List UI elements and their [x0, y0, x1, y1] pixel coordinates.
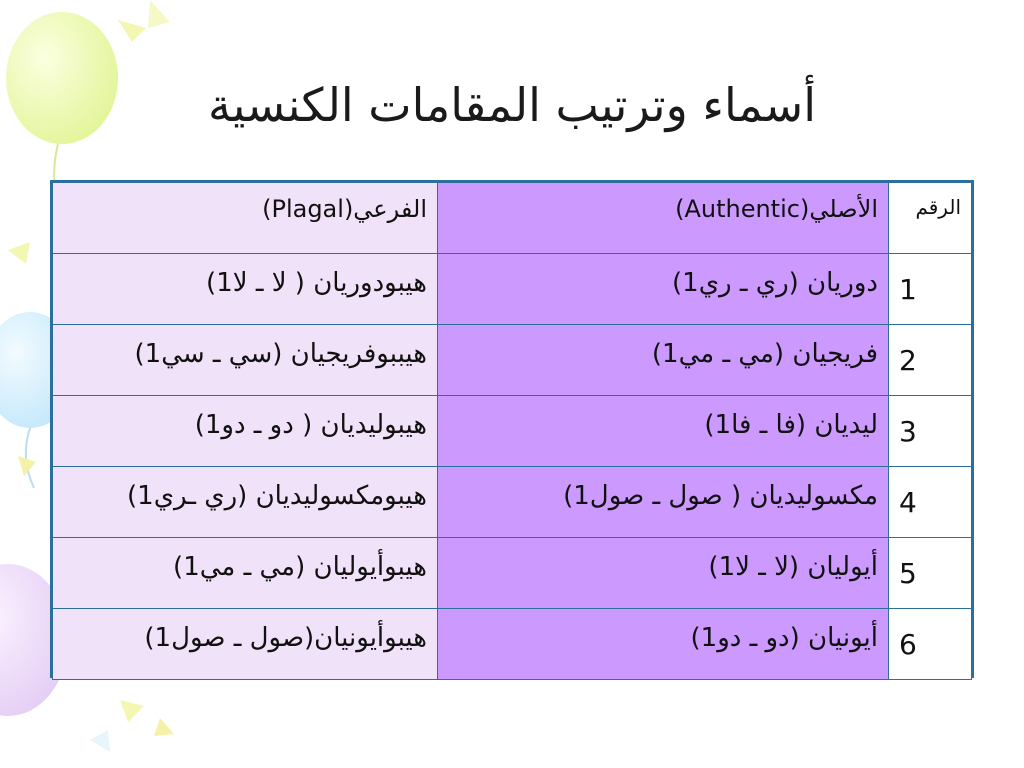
row-number: 5 — [889, 538, 972, 609]
authentic-mode: ليديان (فا ـ فا1) — [438, 396, 889, 467]
header-authentic: الأصلي(Authentic) — [438, 183, 889, 254]
row-number: 3 — [889, 396, 972, 467]
plagal-mode: هيبوأيونيان(صول ـ صول1) — [53, 609, 438, 680]
row-number: 1 — [889, 254, 972, 325]
table-row — [53, 609, 972, 680]
plagal-mode: هيبودوريان ( لا ـ لا1) — [53, 254, 438, 325]
authentic-mode: فريجيان (مي ـ مي1) — [438, 325, 889, 396]
row-number: 4 — [889, 467, 972, 538]
plagal-mode: هيببوفريجيان (سي ـ سي1) — [53, 325, 438, 396]
table-row — [53, 254, 972, 325]
table-header-row — [53, 183, 972, 254]
authentic-mode: أيونيان (دو ـ دو1) — [438, 609, 889, 680]
plagal-mode: هيبومكسوليديان (ري ـري1) — [53, 467, 438, 538]
authentic-mode: مكسوليديان ( صول ـ صول1) — [438, 467, 889, 538]
plagal-mode: هيبوأيوليان (مي ـ مي1) — [53, 538, 438, 609]
slide-title: أسماء وترتيب المقامات الكنسية — [208, 78, 816, 132]
table-row — [53, 325, 972, 396]
modes-table — [52, 182, 972, 680]
authentic-mode: دوريان (ري ـ ري1) — [438, 254, 889, 325]
row-number: 2 — [889, 325, 972, 396]
header-number: الرقم — [889, 183, 972, 254]
plagal-mode: هيبوليديان ( دو ـ دو1) — [53, 396, 438, 467]
table-row — [53, 538, 972, 609]
table-row — [53, 467, 972, 538]
authentic-mode: أيوليان (لا ـ لا1) — [438, 538, 889, 609]
table-row — [53, 396, 972, 467]
header-plagal: الفرعي(Plagal) — [53, 183, 438, 254]
row-number: 6 — [889, 609, 972, 680]
modes-table-container — [50, 180, 974, 678]
